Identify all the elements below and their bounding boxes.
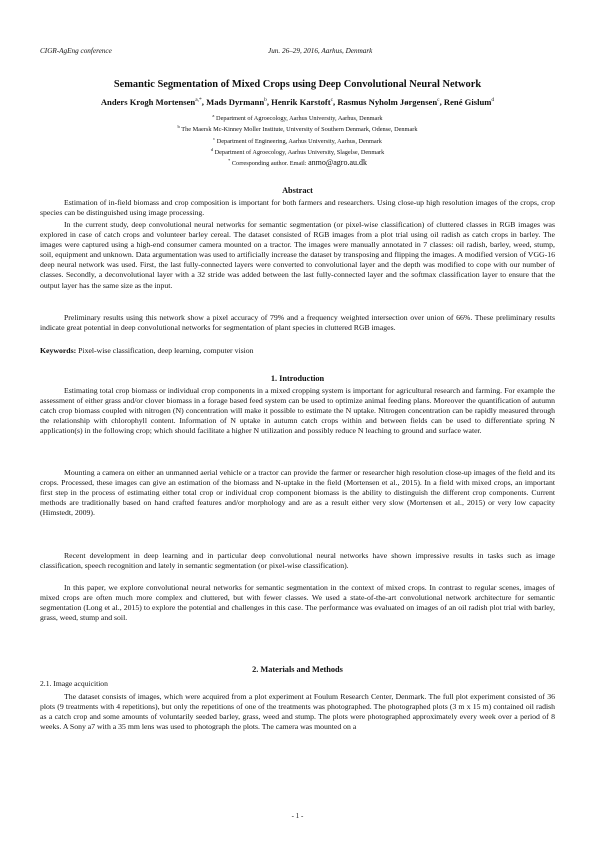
methods-paragraph: The dataset consists of images, which were acquired from a plot experiment at Foulum Research Center, Denmark. The full plot experiment consisted of 36 plots (9 treatments with 4 repetitions), but only the repetitions of one of the treatments was photographed. The photographed plots (3 m x 15 m) contained oil radish as a catch crop and some amounts of voluntarily seeded barley, grass, weed and stump. The plots were photographed approximately every week over a period of 8 weeks. A Sony a7 with a 35 mm lens was used to photograph the plots. The camera was mounted on a <box>40 692 555 732</box>
page-number: - 1 - <box>291 812 304 820</box>
author-sep: , <box>266 97 272 107</box>
conference-date: Jun. 26–29, 2016, Aarhus, Denmark <box>268 47 373 55</box>
affiliation-text: Department of Engineering, Aarhus University, Aarhus, Denmark <box>215 138 382 146</box>
affiliation-text: Department of Agroecology, Aarhus University, Aarhus, Denmark <box>214 115 383 123</box>
corresponding-text: Corresponding author. Email: <box>230 160 309 168</box>
intro-paragraph: Estimating total crop biomass or individual crop components in a mixed cropping system is important for agricultural research and farming. For example the assessment of either grass and/or clover biomass in a forage based feed system can be used to optimize animal feeding plans. Moreover the quantification of autumn catch crop biomass coupled with nitrogen (N) concentration will make it possible to estimate the N uptake. Nitrogen concentration can be rapidly measured through the relationship with chlorophyll content. Information of N uptake in autumn catch crops within and between fields can be used to differentiate spring N application(s) in the following crop; which should facilitate a higher N utilization and possibly reduce N leaching to ground and surface water. <box>40 386 555 436</box>
author: Mads Dyrmann <box>206 97 265 107</box>
keywords <box>40 346 555 355</box>
author-sep: , <box>201 97 207 107</box>
author-sup: b <box>264 97 267 104</box>
affiliation-text: Department of Agroecology, Aarhus University, Slagelse, Denmark <box>213 149 385 157</box>
author: Henrik Karstoft <box>271 97 331 107</box>
abstract-paragraph: In the current study, deep convolutional neural networks for semantic segmentation (or pixel-wise classification) of cluttered classes in RGB images was explored in case of catch crops and volunteer barley cereal. The dataset consisted of RGB images from a plot trial using oil radish as catch crops in barley. The images were captured using a high-end consumer camera mounted on a tractor. The images were manually annotated in 7 classes: oil radish, barley, weed, stump, soil, equipment and unknown. Data argumentation was used to artificially increase the dataset by transposing and flipping the images. A modified version of VGG-16 deep neural network was used. First, the last fully-connected layers were converted to convolutional layer and the depth was modified to cope with our number of classes. Secondly, a deconvolutional layer with a 32 stride was added between the last fully-connected layer and the softmax classification layer to ensure that the output layer has the same size as the input. <box>40 220 555 290</box>
abstract-paragraph: Preliminary results using this network show a pixel accuracy of 79% and a frequency weighted intersection over union of 66%. These preliminary results indicate great potential in deep convolutional networks for segmentation of plant species in cluttered RGB images. <box>40 313 555 333</box>
corresponding-author <box>40 158 555 167</box>
email-link[interactable]: anmo@agro.au.dk <box>308 158 368 168</box>
keywords-text: Pixel-wise classification, deep learning, computer vision <box>76 346 254 355</box>
affiliation-sup: a <box>212 113 215 118</box>
affiliation <box>40 113 555 122</box>
author-list <box>40 97 555 107</box>
intro-paragraph: Recent development in deep learning and in particular deep convolutional neural networks have shown impressive results in tasks such as image classification, speech recognition and lately in semantic segmentation (or pixel-wise classification). <box>40 551 555 571</box>
abstract-paragraph: Estimation of in-field biomass and crop composition is important for both farmers and researchers. Using close-up high resolution images of the crops, crop species can be distinguished using image processing. <box>40 198 555 218</box>
affiliation <box>40 136 555 145</box>
affiliation-sup: c <box>213 136 216 141</box>
section-heading-methods: 2. Materials and Methods <box>252 665 343 674</box>
intro-paragraph: In this paper, we explore convolutional neural networks for semantic segmentation in the context of mixed crops. In contrast to regular scenes, images of mixed crops are often much more complex and cluttered, but with fewer classes. We used a state-of-the-art convolutional network architecture for semantic segmentation (Long et al., 2015) to explore the potential and challenges in this case. The performance was evaluated on images of an oil radish plot trial with barley, grass, weed, stump and soil. <box>40 583 555 623</box>
intro-paragraph: Mounting a camera on either an unmanned aerial vehicle or a tractor can provide the farmer or researcher high resolution close-up images of the field and its crops. Processed, these images can give an estimation of the biomass and N-uptake in the field (Mortensen et al., 2015). In a field with mixed crops, an important first step in the process of estimating either total crop or individual crop component biomass is the ability to distinguish the different crop components. Current methods are traditionally based on hand crafted features and/or morphology and are as a result either very slow (Mortensen et al., 2015) or very low capacity (Himstedt, 2009). <box>40 468 555 518</box>
author-sep: , <box>333 97 338 107</box>
abstract-heading: Abstract <box>282 186 313 195</box>
affiliation <box>40 147 555 156</box>
section-heading-introduction: 1. Introduction <box>270 374 325 383</box>
author: Anders Krogh Mortensen <box>100 97 196 107</box>
subsection-heading: 2.1. Image acquicition <box>40 679 108 688</box>
affiliation-sup: * <box>227 158 231 163</box>
author: René Gislum <box>443 97 492 107</box>
author-sep: , <box>439 97 444 107</box>
affiliation-sup: b <box>177 124 180 129</box>
affiliation-text: The Maersk Mc-Kinney Moller Institute, University of Southern Denmark, Odense, Denmark <box>179 126 418 134</box>
affiliation-sup: d <box>210 147 214 152</box>
paper-title: Semantic Segmentation of Mixed Crops using Deep Convolutional Neural Network <box>113 79 482 90</box>
author: Rasmus Nyholm Jørgensen <box>337 97 438 107</box>
keywords-label: Keywords: <box>40 346 77 355</box>
author-sup: d <box>491 97 495 104</box>
author-sup: c <box>437 97 440 104</box>
author-sup: c <box>330 97 334 104</box>
author-sup: a,* <box>195 97 202 104</box>
affiliation <box>40 124 555 133</box>
conference-name: CIGR-AgEng conference <box>40 47 112 55</box>
